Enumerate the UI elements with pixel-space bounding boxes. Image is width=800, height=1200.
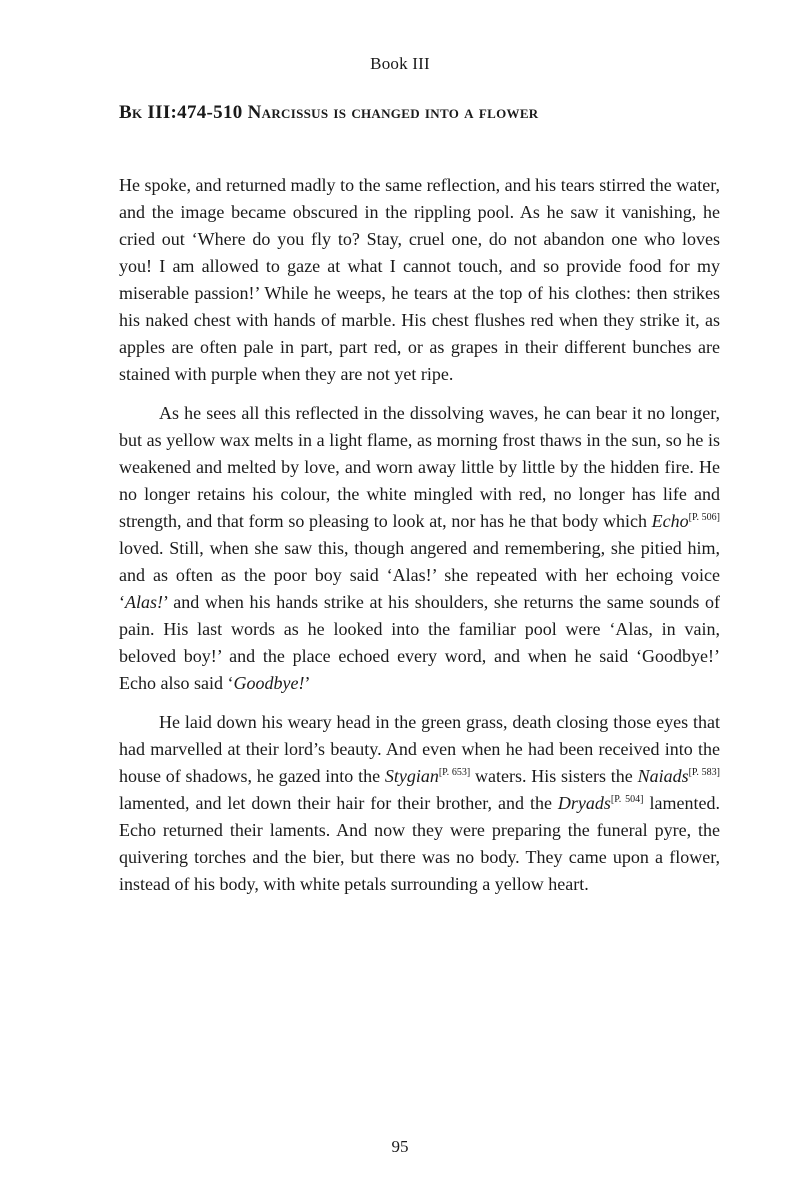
- text-segment: He laid down his weary head in the green grass, death closing those eyes that had marvelled at their lord’s beauty. And even when he had been received into the house of shadows, he gazed into the: [119, 712, 720, 786]
- text-segment: lamented, and let down their hair for their brother, and the: [119, 793, 558, 813]
- paragraph-2: [119, 400, 720, 697]
- page-reference: [P. 504]: [610, 794, 644, 805]
- body-text: [119, 172, 720, 910]
- paragraph-1: [119, 172, 720, 388]
- name-dryads: Dryads: [557, 793, 611, 813]
- text-segment: He spoke, and returned madly to the same reflection, and his tears stirred the water, and the image became obscured in the rippling pool. As he saw it vanishing, he cried out ‘Where do you fly to? Stay, cruel one, do not abandon one who loves you! I am allowed to gaze at what I cannot touch, and so provide food for my miserable passion!’ While he weeps, he tears at the top of his clothes: then strikes his naked chest with hands of marble. His chest flushes red when they strike it, as apples are often pale in part, part red, or as grapes in their different bunches are stained with purple when they are not yet ripe.: [119, 175, 720, 384]
- name-echo: Echo: [651, 511, 689, 531]
- text-segment: waters. His sisters the: [470, 766, 638, 786]
- text-segment: ’: [304, 673, 311, 693]
- section-title: Bk III:474-510 Narcissus is changed into a flower: [119, 102, 539, 123]
- quoted-goodbye: Goodbye!: [233, 673, 305, 693]
- running-head: Book III: [370, 54, 430, 73]
- page-number: 95: [391, 1137, 409, 1156]
- text-segment: loved. Still, when she saw this, though angered and remembering, she pitied him, and as often as the poor boy said ‘Alas!’ she repeated with her echoing voice ‘: [119, 538, 720, 612]
- name-naiads: Naiads: [637, 766, 689, 786]
- page-reference: [P. 506]: [688, 512, 720, 523]
- term-stygian: Stygian: [384, 766, 439, 786]
- text-segment: As he sees all this reflected in the dissolving waves, he can bear it no longer, but as yellow wax melts in a light flame, as morning frost thaws in the sun, so he is weakened and melted by love, and worn away little by little by the hidden fire. He no longer retains his colour, the white mingled with red, no longer has life and strength, and that form so pleasing to look at, nor has he that body which: [119, 403, 720, 531]
- text-segment: ’ and when his hands strike at his shoulders, she returns the same sounds of pain. His last words as he looked into the familiar pool were ‘Alas, in vain, beloved boy!’ and the place echoed every word, and when he said ‘Goodbye!’ Echo also said ‘: [119, 592, 720, 693]
- page-reference: [P. 583]: [688, 767, 720, 778]
- text-segment: lamented. Echo returned their laments. And now they were preparing the funeral pyre, the quivering torches and the bier, but there was no body. They came upon a flower, instead of his body, with white petals surrounding a yellow heart.: [119, 793, 720, 894]
- page-reference: [P. 653]: [438, 767, 471, 778]
- quoted-alas: Alas!: [125, 592, 163, 612]
- paragraph-3: [119, 709, 720, 898]
